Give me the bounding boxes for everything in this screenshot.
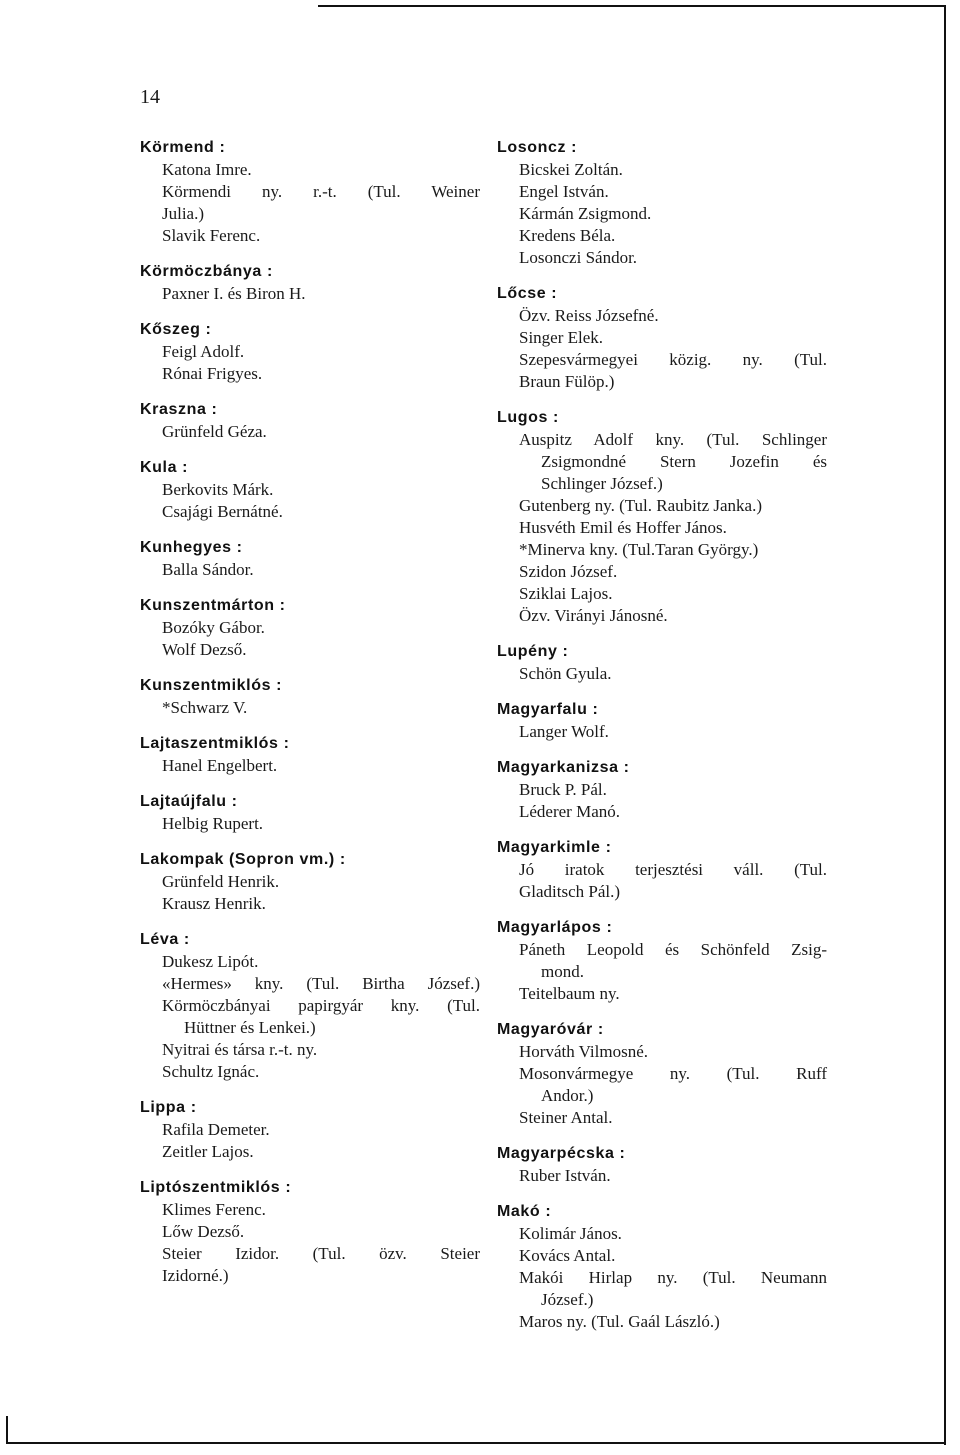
listing-entry: Klimes Ferenc. <box>162 1200 266 1219</box>
location-section <box>497 757 827 823</box>
listing-entry: Páneth Leopold és Schönfeld Zsig- <box>519 940 827 959</box>
listing-entry: Grünfeld Géza. <box>162 422 267 441</box>
listing-entry: Özv. Reiss Józsefné. <box>519 306 659 325</box>
listing-entry: Singer Elek. <box>519 328 604 347</box>
location-heading: Lőcse : <box>497 285 558 302</box>
location-heading: Liptószentmiklós : <box>140 1179 292 1196</box>
location-heading: Lajtaszentmiklós : <box>140 735 290 752</box>
location-section <box>140 1097 480 1163</box>
listing-entry: Grünfeld Henrik. <box>162 872 280 891</box>
location-section <box>497 137 827 269</box>
listing-entry: Berkovits Márk. <box>162 480 274 499</box>
listing-entry: József.) <box>541 1290 594 1309</box>
location-section <box>140 1177 480 1287</box>
listing-entry: Kredens Béla. <box>519 226 616 245</box>
location-section <box>497 407 827 627</box>
location-heading: Magyarfalu : <box>497 701 599 718</box>
listing-entry: Losonczi Sándor. <box>519 248 638 267</box>
listing-entry: Schultz Ignác. <box>162 1062 260 1081</box>
location-section <box>140 261 480 305</box>
listing-entry: Engel István. <box>519 182 609 201</box>
page-number: 14 <box>140 86 160 108</box>
location-heading: Magyarkanizsa : <box>497 759 630 776</box>
listing-entry: Maros ny. (Tul. Gaál László.) <box>519 1312 720 1331</box>
listing-entry: Steier Izidor. (Tul. özv. Steier <box>162 1244 480 1263</box>
listing-entry: Paxner I. és Biron H. <box>162 284 306 303</box>
listing-entry: Izidorné.) <box>162 1266 229 1285</box>
listing-entry: Nyitrai és társa r.-t. ny. <box>162 1040 318 1059</box>
border-corner-left <box>6 1416 8 1444</box>
listing-entry: Dukesz Lipót. <box>162 952 259 971</box>
location-section <box>497 1143 827 1187</box>
location-heading: Kraszna : <box>140 401 218 418</box>
listing-entry: Jó iratok terjesztési váll. (Tul. <box>519 860 827 879</box>
location-heading: Körmend : <box>140 139 226 156</box>
location-heading: Lakompak (Sopron vm.) : <box>140 851 346 868</box>
location-section <box>140 791 480 835</box>
listing-entry: Sziklai Lajos. <box>519 584 613 603</box>
location-section <box>140 849 480 915</box>
location-heading: Lupény : <box>497 643 569 660</box>
location-section <box>140 457 480 523</box>
listing-entry: *Minerva kny. (Tul.Taran György.) <box>519 540 759 559</box>
location-section <box>497 699 827 743</box>
listing-entry: Hanel Engelbert. <box>162 756 278 775</box>
listing-entry: Rónai Frigyes. <box>162 364 263 383</box>
listing-entry: Szepesvármegyei közig. ny. (Tul. <box>519 350 827 369</box>
listing-entry: Husvéth Emil és Hoffer János. <box>519 518 727 537</box>
listing-entry: Andor.) <box>541 1086 594 1105</box>
listing-entry: Wolf Dezső. <box>162 640 247 659</box>
listing-entry: Teitelbaum ny. <box>519 984 620 1003</box>
listing-entry: Szidon József. <box>519 562 618 581</box>
listing-entry: Kovács Antal. <box>519 1246 616 1265</box>
location-section <box>497 1201 827 1333</box>
border-line-bottom <box>8 1442 946 1444</box>
location-heading: Losoncz : <box>497 139 578 156</box>
location-section <box>140 537 480 581</box>
location-section <box>140 137 480 247</box>
location-heading: Magyarkimle : <box>497 839 612 856</box>
location-heading: Kunszentmárton : <box>140 597 286 614</box>
listing-entry: Mosonvármegye ny. (Tul. Ruff <box>519 1064 827 1083</box>
border-line-right <box>944 5 946 1445</box>
listing-entry: Balla Sándor. <box>162 560 254 579</box>
location-section <box>140 929 480 1083</box>
listing-entry: Gutenberg ny. (Tul. Raubitz Janka.) <box>519 496 763 515</box>
border-line-top <box>318 5 946 7</box>
location-heading: Magyaróvár : <box>497 1021 604 1038</box>
listing-entry: *Schwarz V. <box>162 698 248 717</box>
listing-entry: Auspitz Adolf kny. (Tul. Schlinger <box>519 430 827 449</box>
listing-entry: Hüttner és Lenkei.) <box>184 1018 316 1037</box>
listing-entry: Helbig Rupert. <box>162 814 264 833</box>
listing-entry: Slavik Ferenc. <box>162 226 261 245</box>
location-heading: Lippa : <box>140 1099 197 1116</box>
listing-entry: Ruber István. <box>519 1166 611 1185</box>
location-heading: Lajtaújfalu : <box>140 793 238 810</box>
listing-entry: Bruck P. Pál. <box>519 780 607 799</box>
listing-entry: Lőw Dezső. <box>162 1222 245 1241</box>
location-heading: Makó : <box>497 1203 552 1220</box>
listing-entry: Körmöczbányai papirgyár kny. (Tul. <box>162 996 480 1015</box>
location-section <box>497 917 827 1005</box>
location-heading: Kunszentmiklós : <box>140 677 283 694</box>
listing-entry: Julia.) <box>162 204 205 223</box>
right-column <box>497 137 827 1347</box>
listing-entry: Makói Hirlap ny. (Tul. Neumann <box>519 1268 827 1287</box>
listing-entry: Rafila Demeter. <box>162 1120 270 1139</box>
location-heading: Kunhegyes : <box>140 539 243 556</box>
location-heading: Magyarpécska : <box>497 1145 626 1162</box>
listing-entry: Zeitler Lajos. <box>162 1142 254 1161</box>
location-section <box>497 641 827 685</box>
listing-entry: Bozóky Gábor. <box>162 618 265 637</box>
location-section <box>497 283 827 393</box>
location-heading: Léva : <box>140 931 190 948</box>
listing-entry: Horváth Vilmosné. <box>519 1042 648 1061</box>
listing-entry: Csajági Bernátné. <box>162 502 283 521</box>
listing-entry: Gladitsch Pál.) <box>519 882 621 901</box>
location-section <box>140 733 480 777</box>
listing-entry: Körmendi ny. r.-t. (Tul. Weiner <box>162 182 480 201</box>
listing-entry: Schön Gyula. <box>519 664 612 683</box>
listing-entry: Feigl Adolf. <box>162 342 245 361</box>
location-heading: Lugos : <box>497 409 559 426</box>
location-heading: Kőszeg : <box>140 321 212 338</box>
listing-entry: Katona Imre. <box>162 160 252 179</box>
location-heading: Magyarlápos : <box>497 919 613 936</box>
listing-entry: Bicskei Zoltán. <box>519 160 623 179</box>
location-section <box>497 1019 827 1129</box>
location-section <box>140 319 480 385</box>
listing-entry: Langer Wolf. <box>519 722 609 741</box>
location-section <box>140 595 480 661</box>
listing-entry: Kolimár János. <box>519 1224 622 1243</box>
listing-entry: Léderer Manó. <box>519 802 621 821</box>
listing-entry: Zsigmondné Stern Jozefin és <box>541 452 827 471</box>
location-section <box>497 837 827 903</box>
location-heading: Körmöczbánya : <box>140 263 273 280</box>
location-heading: Kula : <box>140 459 189 476</box>
location-section <box>140 675 480 719</box>
listing-entry: mond. <box>541 962 584 981</box>
listing-entry: Kármán Zsigmond. <box>519 204 652 223</box>
left-column <box>140 137 480 1301</box>
listing-entry: Steiner Antal. <box>519 1108 613 1127</box>
location-section <box>140 399 480 443</box>
listing-entry: Schlinger József.) <box>541 474 663 493</box>
listing-entry: Krausz Henrik. <box>162 894 266 913</box>
listing-entry: Özv. Virányi Jánosné. <box>519 606 668 625</box>
listing-entry: «Hermes» kny. (Tul. Birtha József.) <box>162 974 480 993</box>
listing-entry: Braun Fülöp.) <box>519 372 615 391</box>
